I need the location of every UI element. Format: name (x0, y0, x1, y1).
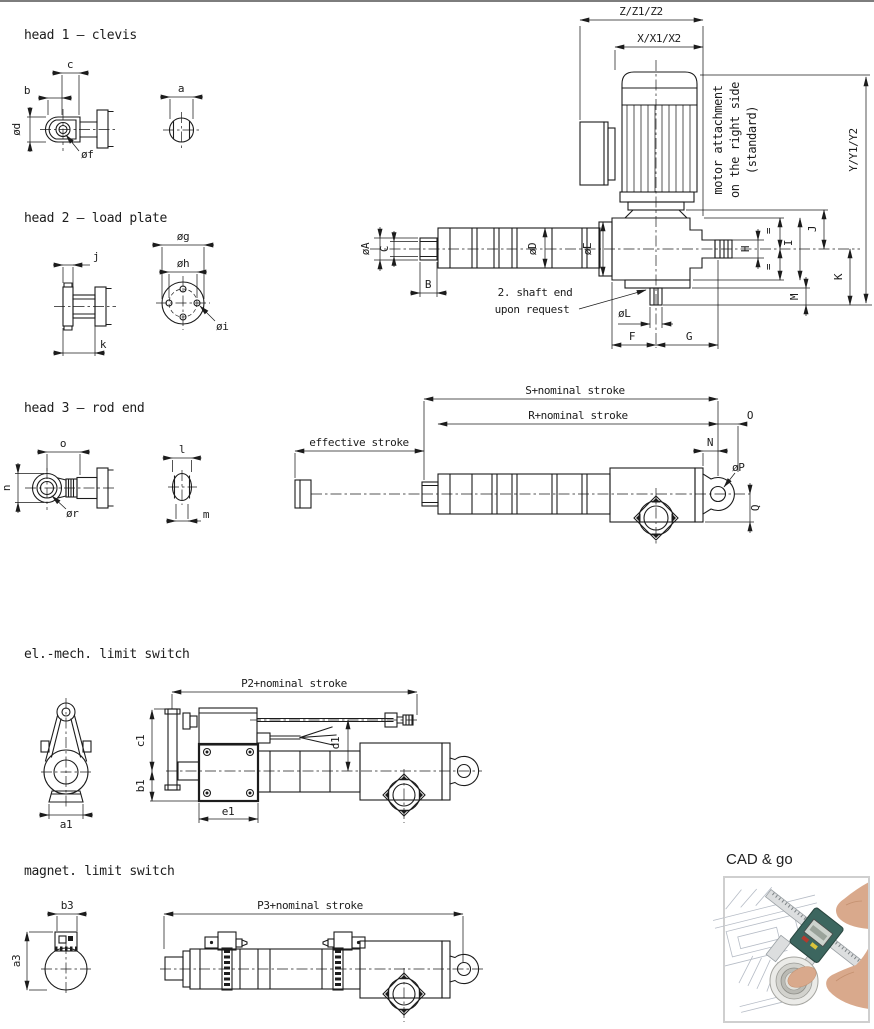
dim-label-effective-stroke: effective stroke (309, 436, 409, 449)
dim-label-n: N (706, 436, 714, 449)
dim-label-b: B (424, 278, 432, 291)
dim-label-m: m (202, 508, 210, 521)
cylinder (370, 222, 860, 276)
dim-label-c: c (66, 58, 74, 71)
dim-label-k: k (99, 338, 107, 351)
dim-label-x: X/X1/X2 (637, 32, 681, 45)
dim-label-eq-top: = (762, 227, 775, 235)
dim-label-e1: e1 (221, 805, 235, 818)
main-actuator-drawing (360, 0, 874, 365)
dim-label-phi-g: øg (176, 230, 190, 243)
dimensions-right (686, 210, 850, 316)
dim-label-eq-bot: = (762, 263, 775, 271)
motor-attachment-note-1: motor attachment (711, 85, 725, 195)
dim-label-phi-d: ød (10, 123, 23, 136)
elmech-end-view (39, 698, 93, 831)
clevis-dimensions (10, 58, 93, 161)
dim-label-f: F (628, 330, 636, 343)
dim-label-s-stroke: S+nominal stroke (525, 384, 625, 397)
rodend-front-view (163, 443, 210, 521)
dim-label-o: O (746, 409, 754, 422)
clevis-side-view (40, 109, 115, 151)
dim-label-p3-stroke: P3+nominal stroke (257, 899, 363, 912)
rodend-side-view (0, 437, 116, 520)
dim-label-c: C (378, 245, 391, 253)
extended-rod (295, 480, 438, 508)
dim-label-m: M (788, 293, 801, 301)
dim-label-b: b (23, 84, 31, 97)
clevis-pin-section-view (160, 82, 203, 148)
head3-drawing (0, 430, 240, 540)
dim-label-phi-f: øf (81, 148, 94, 161)
head1-title: head 1 – clevis (24, 28, 137, 43)
stroke-drawing (280, 380, 780, 550)
dim-label-b1: b1 (134, 779, 147, 793)
dim-label-a3: a3 (10, 954, 23, 968)
dim-label-a: a (177, 82, 185, 95)
dim-label-phi-a: øA (359, 242, 372, 256)
dim-label-phi-h: øh (176, 257, 190, 270)
head2-title: head 2 – load plate (24, 211, 168, 226)
dim-label-r-stroke: R+nominal stroke (528, 409, 628, 422)
head3-title: head 3 – rod end (24, 401, 145, 416)
loadplate-front-view (152, 230, 228, 333)
dim-label-a1: a1 (59, 818, 73, 831)
dimensions-top (580, 5, 872, 305)
cad-go-photo-link[interactable] (723, 876, 870, 1023)
dim-label-j: J (806, 225, 819, 233)
dim-label-p2-stroke: P2+nominal stroke (241, 677, 347, 690)
dim-label-c1: c1 (134, 734, 147, 748)
magnet-limit-switch-drawing (10, 885, 515, 1029)
dim-label-l: l (178, 443, 186, 456)
dim-label-i: I (782, 239, 795, 247)
head2-drawing (0, 220, 240, 370)
dim-label-phi-p: øP (732, 461, 745, 474)
shaft-note-line2: upon request (494, 303, 570, 316)
motor-attachment-note-3: (standard) (745, 105, 759, 175)
dim-label-q: Q (749, 504, 762, 512)
elmech-limit-switch-drawing (20, 665, 520, 845)
dim-label-phi-i: øi (216, 320, 229, 333)
dim-label-z: Z/Z1/Z2 (619, 5, 663, 18)
stroke-dimensions (295, 384, 762, 533)
dim-label-b3: b3 (60, 899, 74, 912)
loadplate-side-view (53, 250, 116, 356)
gearbox (612, 218, 732, 305)
dim-label-j: j (92, 250, 100, 263)
dim-label-phi-r: ør (66, 507, 79, 520)
dim-label-phi-e: øE (581, 242, 594, 256)
dim-label-d1: d1 (329, 736, 342, 750)
magnet-end-view (10, 899, 91, 995)
dim-label-h: H (739, 245, 752, 253)
cad-go-title: CAD & go (726, 851, 793, 868)
dim-label-k: K (832, 273, 845, 281)
elmech-title: el.-mech. limit switch (24, 647, 190, 662)
cad-go-photo (724, 877, 869, 1022)
motor-attachment-note-2: on the right side (728, 81, 742, 199)
dim-label-g: G (685, 330, 693, 343)
dim-label-phi-d: øD (526, 242, 539, 256)
actuator-body (422, 468, 750, 546)
elmech-side-view (134, 677, 482, 823)
dim-label-phi-l: øL (618, 307, 631, 320)
magnet-side-view (160, 899, 485, 1022)
dim-label-y: Y/Y1/Y2 (847, 128, 860, 172)
shaft-note-line1: 2. shaft end (497, 286, 573, 299)
dim-label-n: n (0, 484, 13, 492)
head1-drawing (0, 55, 240, 180)
magnet-title: magnet. limit switch (24, 864, 175, 879)
dimensions-bottom (495, 260, 718, 349)
dim-label-o: o (59, 437, 67, 450)
